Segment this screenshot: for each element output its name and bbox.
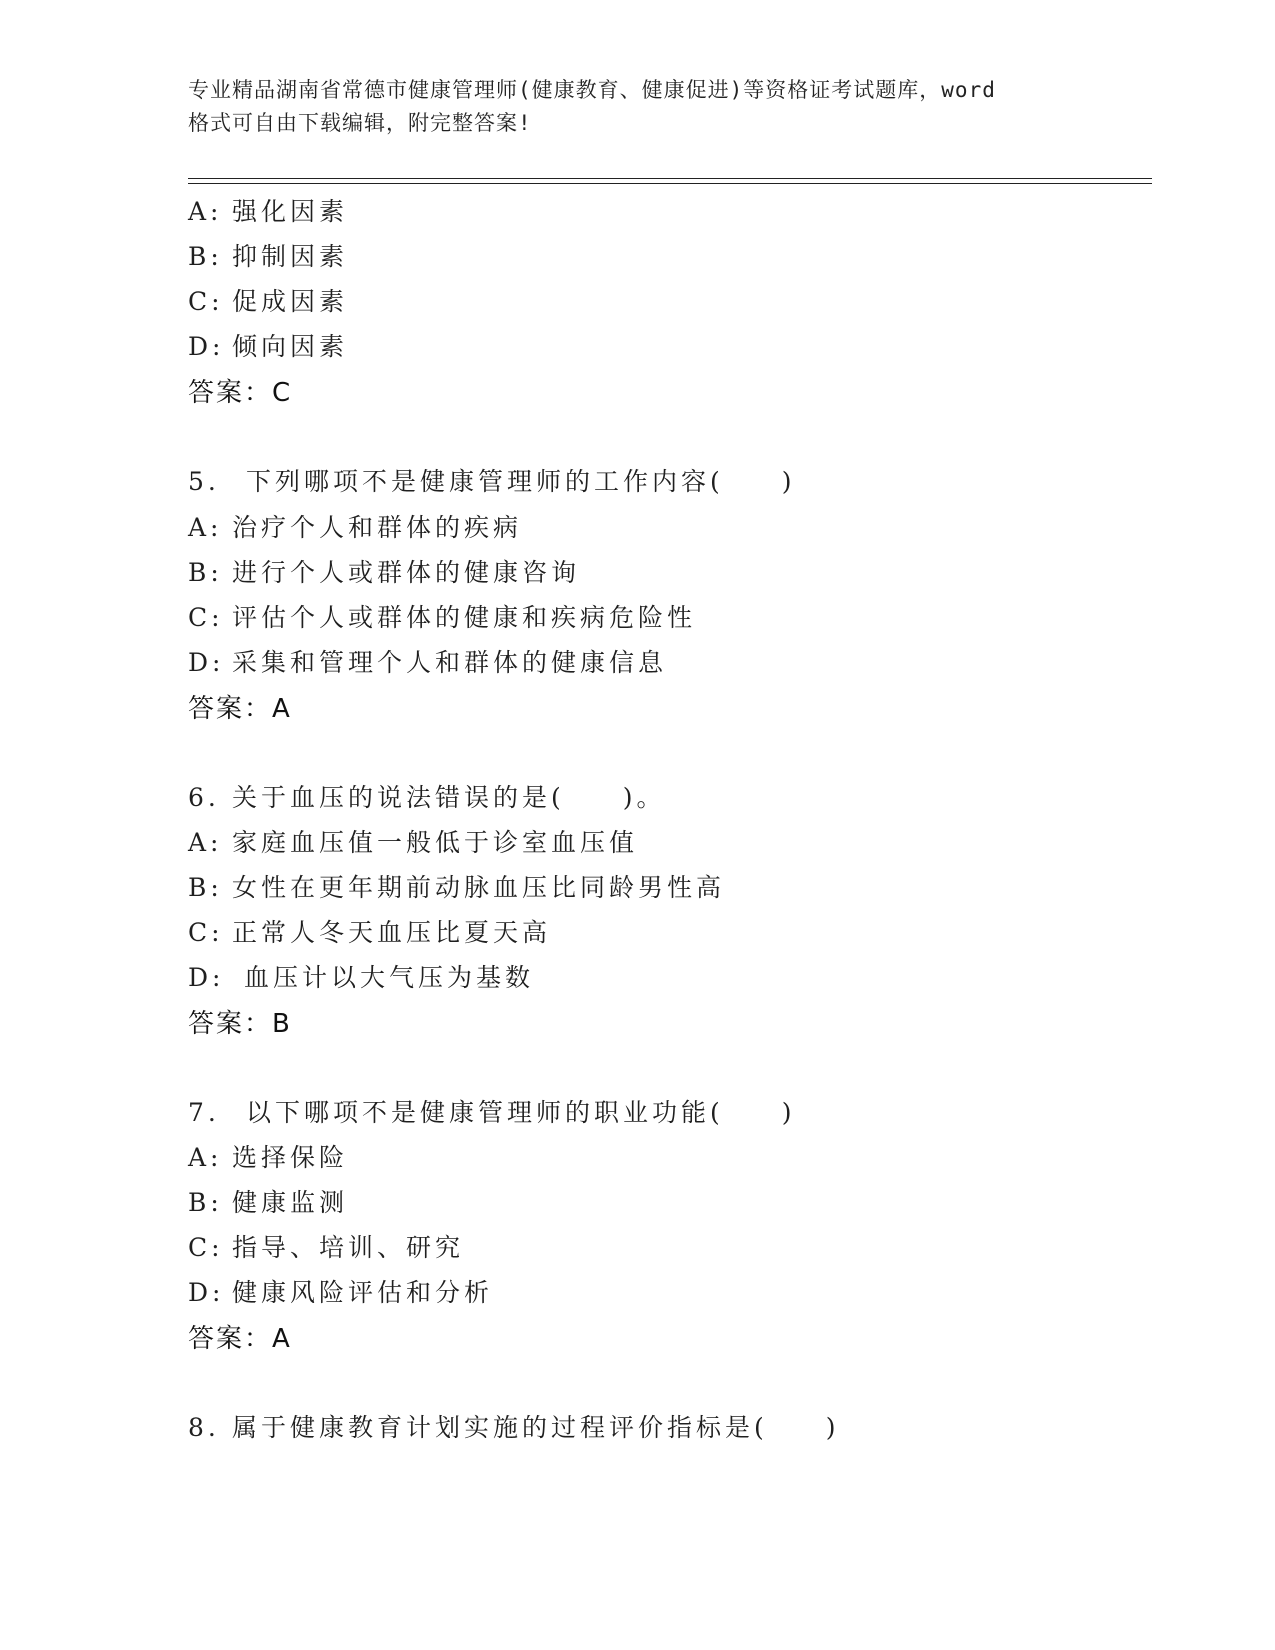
header-line-2: 格式可自由下载编辑，附完整答案! <box>188 111 532 135</box>
q4-answer: 答案：C <box>188 378 293 408</box>
header-divider-top <box>188 178 1152 179</box>
q5-option-b: B: 进行个人或群体的健康咨询 <box>188 558 581 587</box>
document-header <box>188 74 1088 140</box>
q8-stem: 8. 属于健康教育计划实施的过程评价指标是( ) <box>188 1413 840 1442</box>
q4-option-c: C: 促成因素 <box>188 287 349 316</box>
q4-option-a: A: 强化因素 <box>188 197 349 226</box>
q4-option-b: B: 抑制因素 <box>188 242 349 271</box>
q5-answer: 答案：A <box>188 694 292 724</box>
q6-option-b: B: 女性在更年期前动脉血压比同龄男性高 <box>188 873 726 902</box>
q7-option-d: D: 健康风险评估和分析 <box>188 1278 494 1307</box>
header-line-1: 专业精品湖南省常德市健康管理师(健康教育、健康促进)等资格证考试题库，word <box>188 78 996 102</box>
q7-answer: 答案：A <box>188 1324 292 1354</box>
q4-option-d: D: 倾向因素 <box>188 332 349 361</box>
q7-option-c: C: 指导、培训、研究 <box>188 1233 465 1262</box>
header-divider-bottom <box>188 183 1152 184</box>
q7-option-b: B: 健康监测 <box>188 1188 349 1217</box>
q5-option-d: D: 采集和管理个人和群体的健康信息 <box>188 648 668 677</box>
q5-option-a: A: 治疗个人和群体的疾病 <box>188 513 523 542</box>
q6-answer: 答案：B <box>188 1009 292 1039</box>
q6-stem: 6. 关于血压的说法错误的是( )。 <box>188 783 666 812</box>
q7-stem: 7. 以下哪项不是健康管理师的职业功能( ) <box>188 1098 796 1127</box>
q7-option-a: A: 选择保险 <box>188 1143 349 1172</box>
q5-stem: 5. 下列哪项不是健康管理师的工作内容( ) <box>188 467 796 496</box>
q6-option-a: A: 家庭血压值一般低于诊室血压值 <box>188 828 639 857</box>
q6-option-d: D: 血压计以大气压为基数 <box>188 963 534 992</box>
q6-option-c: C: 正常人冬天血压比夏天高 <box>188 918 552 947</box>
q5-option-c: C: 评估个人或群体的健康和疾病危险性 <box>188 603 697 632</box>
